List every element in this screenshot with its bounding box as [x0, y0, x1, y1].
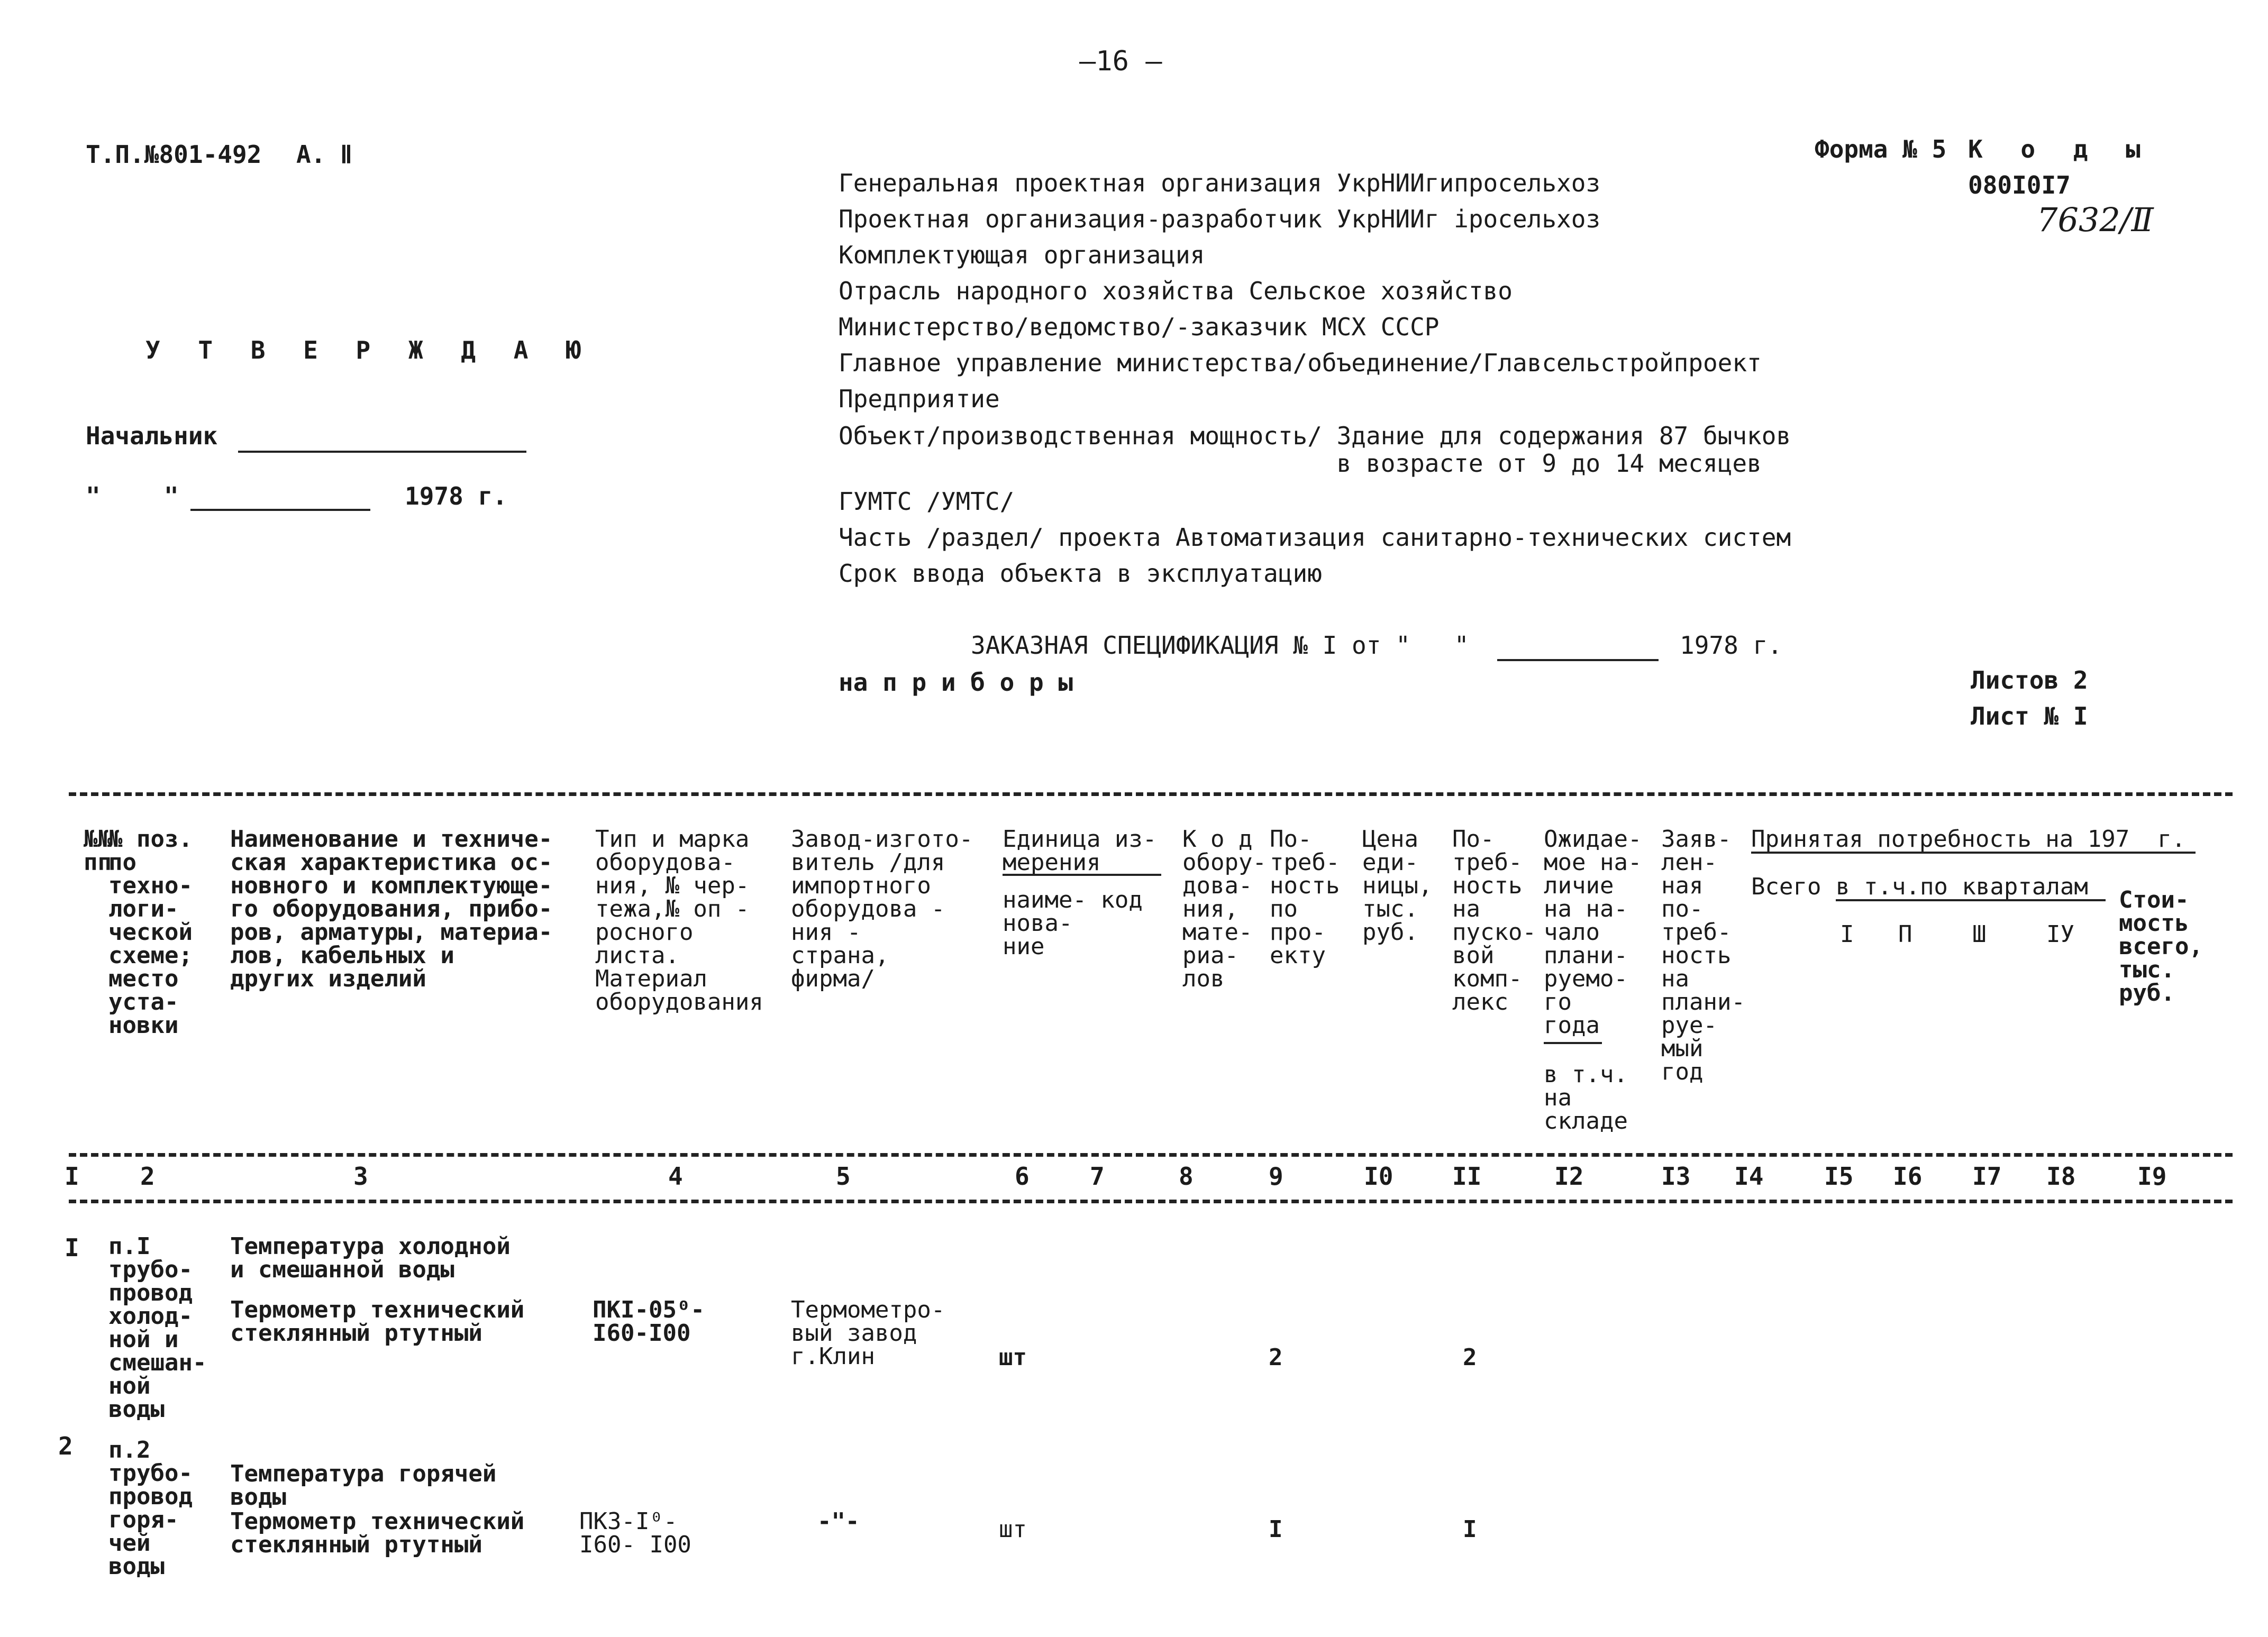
row-number: I — [65, 1233, 79, 1262]
col-num-5: 5 — [836, 1162, 851, 1191]
org-line-9: в возрасте от 9 до 14 месяцев — [839, 449, 1762, 478]
row-group-title: Температура холодной и смешанной воды — [230, 1233, 511, 1283]
page-number: —16 — — [1079, 45, 1162, 77]
col-num-1: I — [65, 1162, 79, 1191]
row-group-title: Температура горячей воды — [230, 1460, 497, 1511]
col-num-16: I6 — [1893, 1162, 1923, 1191]
org-line-6: Главное управление министерства/объединение/Главсельстройпроект — [839, 349, 1762, 377]
col-num-17: I7 — [1972, 1162, 2002, 1191]
approval-year: 1978 г. — [405, 482, 507, 510]
org-line-4: Отрасль народного хозяйства Сельское хозяйство — [839, 277, 1513, 305]
header-quarter-3: Ш — [1972, 921, 1987, 948]
spec-date-line — [1497, 659, 1659, 661]
row-unit: шт — [999, 1516, 1027, 1543]
col-num-9: 9 — [1269, 1162, 1283, 1191]
header-need-startup: По- треб- ность на пуско- вой комп- лекс — [1452, 826, 1536, 1016]
header-type: Тип и марка оборудова- ния, № чер- тежа,№ оп - росного листа. Материал оборудования — [595, 826, 763, 1016]
org-line-7: Предприятие — [839, 385, 1000, 413]
col-num-11: II — [1452, 1162, 1482, 1191]
column-numbers-top-rule — [69, 1153, 2233, 1157]
date-quote-open: " — [86, 482, 101, 510]
form-number: Форма № 5 — [1815, 135, 1947, 163]
col-num-18: I8 — [2046, 1162, 2076, 1191]
header-accepted: Принятая потребность на 197 г. — [1751, 826, 2186, 853]
row-position: п.I трубо- провод холод- ной и смешан- ной воды — [108, 1233, 207, 1423]
row-item-type: ПКI-05⁰- I60-I00 — [593, 1296, 705, 1347]
org-line-5: Министерство/ведомство/-заказчик МСХ СССР — [839, 313, 1440, 341]
chief-label: Начальник — [86, 422, 218, 450]
row-item-name: Термометр технический стеклянный ртутный — [230, 1508, 525, 1558]
row-qty-startup: I — [1463, 1516, 1477, 1543]
header-unit-sub: наиме- код нова- ние — [1003, 886, 1143, 960]
org-line-12: Срок ввода объекта в эксплуатацию — [839, 559, 1322, 588]
spec-subject: на п р и б о р ы — [839, 668, 1073, 697]
header-quarter-2: П — [1898, 921, 1912, 948]
header-year-underline — [1544, 1042, 1602, 1044]
project-reference: Т.П.№801-492 — [86, 140, 262, 169]
col-num-13: I3 — [1661, 1162, 1691, 1191]
org-line-1: Генеральная проектная организация УкрНИИгипросельхоз — [839, 169, 1601, 197]
sheets-total: Листов 2 — [1971, 666, 2088, 694]
col-num-2: 2 — [140, 1162, 155, 1191]
table-top-rule — [69, 792, 2233, 796]
row-qty-project: 2 — [1269, 1344, 1283, 1371]
header-unit: Единица из- мерения — [1003, 826, 1157, 876]
header-accepted-underline — [1751, 852, 2196, 854]
header-declared: Заяв- лен- ная по- треб- ность на плани- руе- мый год — [1661, 826, 1745, 1085]
header-row-number: №№ пп — [84, 826, 112, 876]
header-quarter-1: I — [1840, 921, 1854, 948]
col-num-14: I4 — [1734, 1162, 1764, 1191]
row-qty-startup: 2 — [1463, 1344, 1477, 1371]
row-unit: шт — [999, 1344, 1027, 1371]
row-item-name: Термометр технический стеклянный ртутный — [230, 1296, 525, 1347]
codes-label: К о д ы — [1968, 135, 2152, 163]
col-num-19: I9 — [2137, 1162, 2167, 1191]
header-unit-underline — [1003, 874, 1161, 876]
row-item-type: ПК3-I⁰- I60- I00 — [579, 1508, 691, 1558]
header-unit-price: Цена еди- ницы, тыс. руб. — [1362, 826, 1433, 946]
header-expected: Ожидае- мое на- личие на на- чало плани- руемо- го года — [1544, 826, 1642, 1039]
spec-year: 1978 г. — [1680, 631, 1782, 660]
org-line-8: Объект/производственная мощность/ Здание для содержания 87 бычков — [839, 422, 1791, 450]
col-num-8: 8 — [1179, 1162, 1194, 1191]
header-quarter-underline — [1836, 899, 2106, 901]
org-line-2: Проектная организация-разработчик УкрНИИг ipосельхоз — [839, 205, 1601, 233]
approval-title: У Т В Е Р Ж Д А Ю — [145, 336, 593, 364]
row-qty-project: I — [1269, 1516, 1283, 1543]
header-total: Всего — [1751, 873, 1821, 900]
header-name: Наименование и техниче- ская характеристика ос- новного и комплектующе- го оборудования, прибо- ров, арматуры, материа- лов, кабельных и других изделий — [230, 826, 553, 992]
date-quote-close: " — [164, 482, 179, 510]
header-position: № поз. по техно- логи- ческой схеме; место уста- новки — [108, 826, 193, 1039]
row-position: п.2 трубо- провод горя- чей воды — [108, 1437, 193, 1580]
header-by-quarter: в т.ч.по кварталам — [1836, 873, 2088, 900]
col-num-7: 7 — [1090, 1162, 1105, 1191]
header-code: К о д обору- дова- ния, мате- риа- лов — [1182, 826, 1267, 992]
row-manufacturer: -"- — [817, 1508, 860, 1535]
handwritten-number: 7632/Ⅱ — [2037, 200, 2154, 239]
row-number: 2 — [58, 1432, 73, 1460]
date-line — [190, 509, 370, 511]
header-quarter-4: IУ — [2046, 921, 2074, 948]
col-num-10: I0 — [1364, 1162, 1393, 1191]
sheet-number: Лист № I — [1971, 702, 2088, 730]
org-line-3: Комплектующая организация — [839, 241, 1205, 269]
spec-title: ЗАКАЗНАЯ СПЕЦИФИКАЦИЯ № I от " " — [971, 631, 1469, 660]
org-line-10: ГУМТС /УМТС/ — [839, 487, 1015, 516]
header-manufacturer: Завод-изгото- витель /для импортного оборудова - ния - страна, фирма/ — [791, 826, 973, 992]
col-num-3: 3 — [353, 1162, 368, 1191]
header-in-stock: в т.ч. на складе — [1544, 1061, 1628, 1135]
org-line-11: Часть /раздел/ проекта Автоматизация санитарно-технических систем — [839, 523, 1791, 552]
header-need-project: По- треб- ность по про- екту — [1270, 826, 1340, 969]
col-num-12: I2 — [1554, 1162, 1584, 1191]
col-num-4: 4 — [668, 1162, 683, 1191]
column-numbers-bottom-rule — [69, 1200, 2233, 1203]
header-cost: Стои- мость всего, тыс. руб. — [2119, 886, 2203, 1007]
album-number: А. Ⅱ — [296, 140, 352, 169]
col-num-15: I5 — [1824, 1162, 1854, 1191]
form-code: 080I0I7 — [1968, 171, 2071, 199]
col-num-6: 6 — [1015, 1162, 1030, 1191]
row-manufacturer: Термометро- вый завод г.Клин — [791, 1296, 945, 1370]
signature-line — [238, 451, 526, 453]
